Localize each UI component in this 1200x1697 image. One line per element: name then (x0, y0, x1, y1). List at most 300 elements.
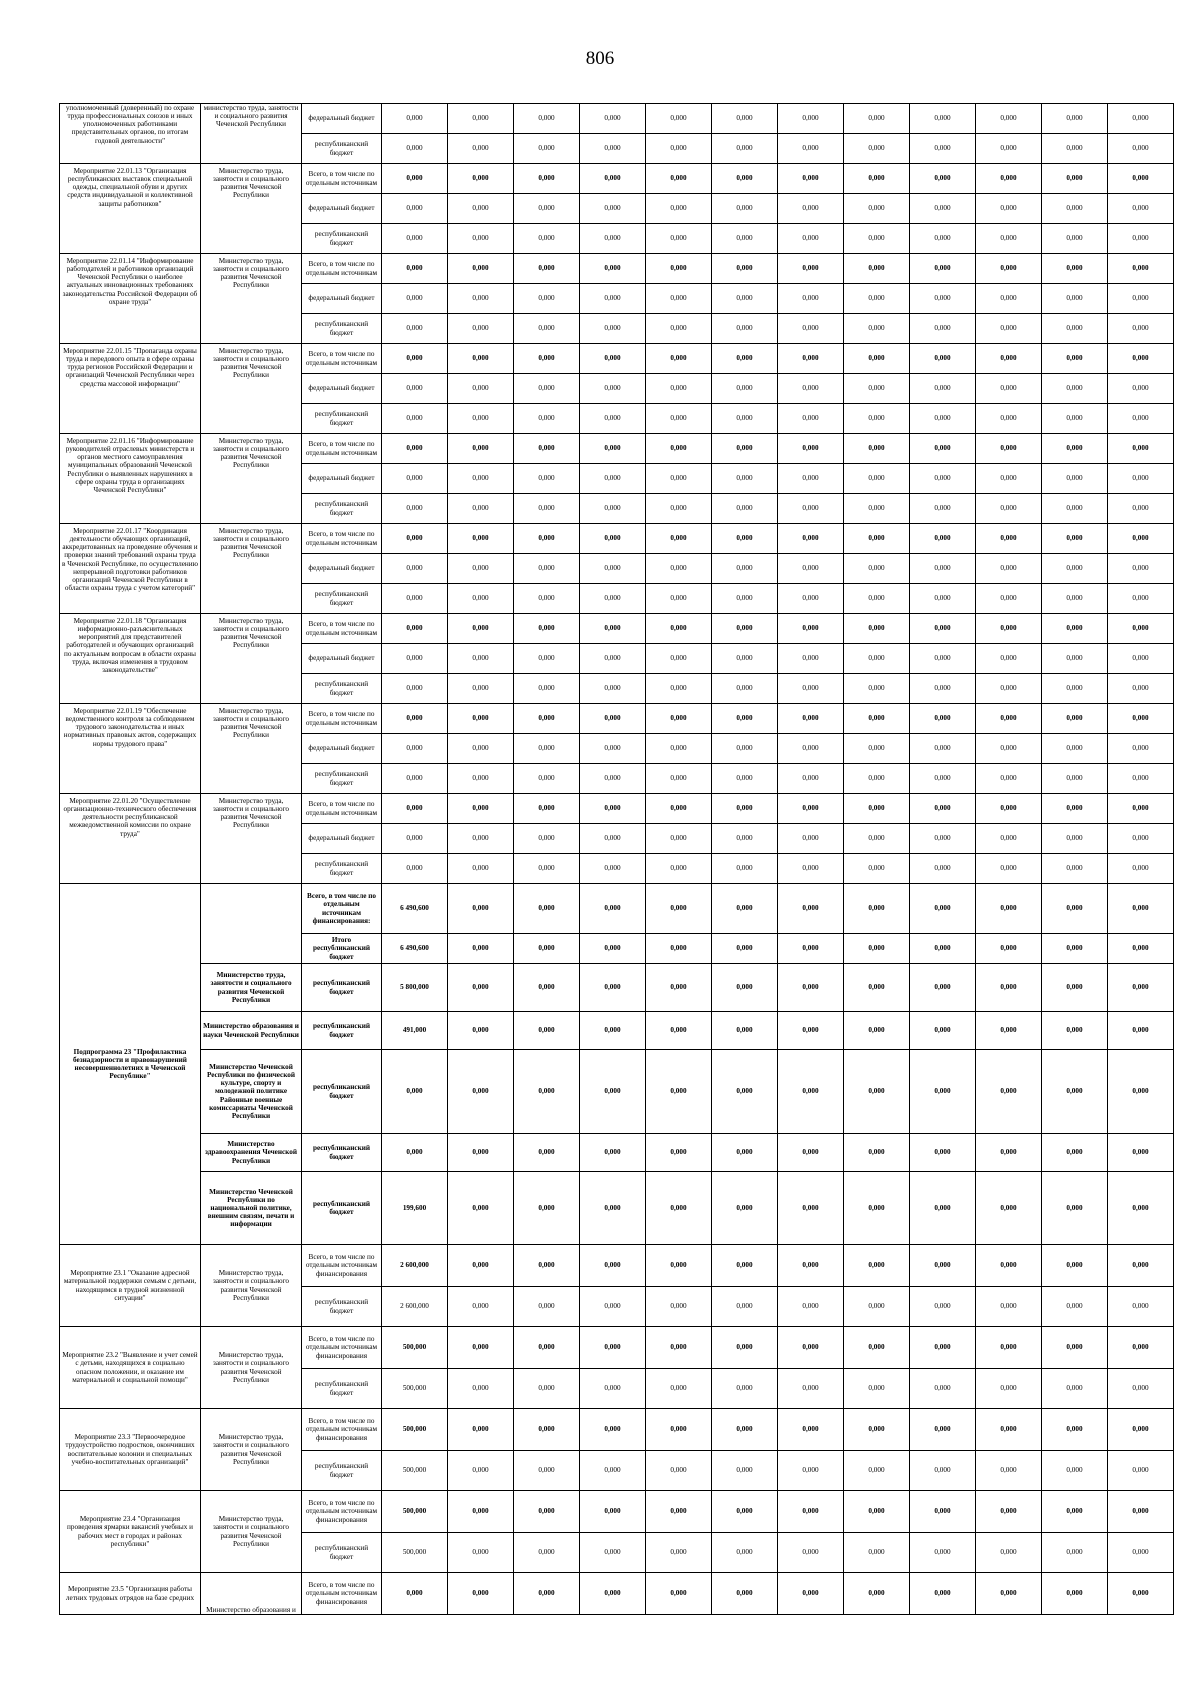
funding-source: республиканский бюджет (302, 1012, 382, 1050)
value-cell: 0,000 (976, 1050, 1042, 1134)
value-cell: 0,000 (448, 1533, 514, 1573)
value-cell: 0,000 (778, 1573, 844, 1615)
value-cell: 0,000 (778, 1533, 844, 1573)
value-cell: 0,000 (382, 134, 448, 164)
value-cell: 0,000 (844, 964, 910, 1012)
value-cell: 0,000 (976, 614, 1042, 644)
responsible-executor: министерство труда, занятости и социального развития Чеченской Республики (201, 104, 302, 164)
activity-description: Мероприятие 23.1 "Оказание адресной материальной поддержки семьям с детьми, находящимся в трудной жизненной ситуации" (60, 1245, 201, 1327)
value-cell: 0,000 (1108, 1451, 1174, 1491)
value-cell: 0,000 (712, 284, 778, 314)
value-cell: 0,000 (646, 1533, 712, 1573)
value-cell: 0,000 (910, 824, 976, 854)
value-cell: 0,000 (1042, 854, 1108, 884)
value-cell: 0,000 (712, 794, 778, 824)
value-cell: 0,000 (976, 1134, 1042, 1172)
value-cell: 0,000 (712, 1287, 778, 1327)
value-cell: 0,000 (448, 794, 514, 824)
value-cell: 0,000 (1108, 964, 1174, 1012)
value-cell: 0,000 (1042, 674, 1108, 704)
value-cell: 0,000 (1108, 794, 1174, 824)
value-cell: 0,000 (580, 104, 646, 134)
value-cell: 0,000 (976, 464, 1042, 494)
value-cell: 0,000 (712, 104, 778, 134)
value-cell: 0,000 (1108, 674, 1174, 704)
value-cell: 0,000 (382, 194, 448, 224)
funding-source: республиканский бюджет (302, 1533, 382, 1573)
value-cell: 0,000 (580, 764, 646, 794)
value-cell: 0,000 (580, 284, 646, 314)
value-cell: 0,000 (580, 164, 646, 194)
value-cell: 0,000 (448, 464, 514, 494)
responsible-executor: Министерство труда, занятости и социального развития Чеченской Республики (201, 434, 302, 524)
value-cell: 0,000 (646, 884, 712, 934)
value-cell: 0,000 (382, 494, 448, 524)
value-cell: 0,000 (1108, 614, 1174, 644)
value-cell: 0,000 (910, 1491, 976, 1533)
value-cell: 0,000 (976, 134, 1042, 164)
value-cell: 0,000 (778, 614, 844, 644)
value-cell: 0,000 (580, 494, 646, 524)
funding-source: федеральный бюджет (302, 194, 382, 224)
value-cell: 0,000 (712, 1491, 778, 1533)
value-cell: 0,000 (910, 494, 976, 524)
value-cell: 0,000 (646, 524, 712, 554)
value-cell: 0,000 (1042, 644, 1108, 674)
value-cell: 0,000 (910, 1134, 976, 1172)
value-cell: 0,000 (712, 764, 778, 794)
value-cell: 0,000 (976, 794, 1042, 824)
value-cell: 0,000 (448, 134, 514, 164)
value-cell: 0,000 (976, 1533, 1042, 1573)
value-cell: 0,000 (580, 404, 646, 434)
funding-source: федеральный бюджет (302, 104, 382, 134)
value-cell: 0,000 (844, 614, 910, 644)
table-row (60, 434, 1174, 464)
value-cell: 0,000 (910, 1172, 976, 1245)
value-cell: 0,000 (448, 554, 514, 584)
value-cell: 0,000 (1042, 1369, 1108, 1409)
value-cell: 0,000 (580, 1012, 646, 1050)
value-cell: 0,000 (976, 764, 1042, 794)
funding-source: республиканский бюджет (302, 494, 382, 524)
value-cell: 0,000 (514, 494, 580, 524)
value-cell: 0,000 (580, 1287, 646, 1327)
value-cell: 0,000 (778, 734, 844, 764)
value-cell: 0,000 (910, 614, 976, 644)
value-cell: 0,000 (1042, 1012, 1108, 1050)
value-cell: 0,000 (448, 1409, 514, 1451)
value-cell: 0,000 (712, 674, 778, 704)
value-cell: 0,000 (580, 674, 646, 704)
responsible-executor: Министерство здравоохранения Чеченской Республики (201, 1134, 302, 1172)
value-cell: 0,000 (712, 314, 778, 344)
value-cell: 0,000 (1108, 284, 1174, 314)
value-cell: 0,000 (448, 884, 514, 934)
value-cell: 0,000 (910, 224, 976, 254)
funding-source: Всего, в том числе по отдельным источникам (302, 704, 382, 734)
value-cell: 0,000 (514, 1451, 580, 1491)
value-cell: 0,000 (1042, 434, 1108, 464)
value-cell: 0,000 (778, 1012, 844, 1050)
value-cell: 0,000 (778, 494, 844, 524)
value-cell: 0,000 (382, 794, 448, 824)
value-cell: 0,000 (448, 404, 514, 434)
value-cell: 0,000 (580, 584, 646, 614)
value-cell: 0,000 (712, 1012, 778, 1050)
value-cell: 0,000 (514, 344, 580, 374)
value-cell: 0,000 (382, 104, 448, 134)
value-cell: 0,000 (514, 1012, 580, 1050)
value-cell: 0,000 (382, 824, 448, 854)
value-cell: 0,000 (514, 464, 580, 494)
value-cell: 0,000 (646, 584, 712, 614)
value-cell: 0,000 (1042, 734, 1108, 764)
funding-source: федеральный бюджет (302, 644, 382, 674)
value-cell: 0,000 (844, 1245, 910, 1287)
value-cell: 0,000 (844, 884, 910, 934)
value-cell: 0,000 (778, 934, 844, 964)
value-cell: 0,000 (910, 194, 976, 224)
table-row (60, 344, 1174, 374)
value-cell: 0,000 (844, 794, 910, 824)
value-cell: 0,000 (448, 1451, 514, 1491)
value-cell: 0,000 (976, 494, 1042, 524)
responsible-executor: Министерство труда, занятости и социального развития Чеченской Республики (201, 1491, 302, 1573)
value-cell: 0,000 (712, 434, 778, 464)
value-cell: 0,000 (646, 1451, 712, 1491)
funding-source: республиканский бюджет (302, 1451, 382, 1491)
value-cell: 0,000 (646, 374, 712, 404)
responsible-executor: Министерство труда, занятости и социального развития Чеченской Республики (201, 704, 302, 794)
value-cell: 0,000 (778, 1409, 844, 1451)
value-cell: 0,000 (1108, 934, 1174, 964)
table-row (60, 1245, 1174, 1287)
value-cell: 0,000 (1108, 224, 1174, 254)
value-cell: 0,000 (778, 134, 844, 164)
value-cell: 0,000 (1108, 1172, 1174, 1245)
value-cell: 0,000 (448, 344, 514, 374)
value-cell: 0,000 (580, 964, 646, 1012)
value-cell: 0,000 (448, 704, 514, 734)
value-cell: 0,000 (844, 164, 910, 194)
value-cell: 0,000 (712, 524, 778, 554)
value-cell: 0,000 (844, 824, 910, 854)
value-cell: 0,000 (514, 1287, 580, 1327)
value-cell: 0,000 (910, 344, 976, 374)
value-cell: 500,000 (382, 1327, 448, 1369)
value-cell: 0,000 (778, 794, 844, 824)
value-cell: 0,000 (1042, 584, 1108, 614)
funding-source: республиканский бюджет (302, 1369, 382, 1409)
value-cell: 0,000 (976, 884, 1042, 934)
value-cell: 0,000 (778, 1287, 844, 1327)
value-cell: 0,000 (844, 1172, 910, 1245)
value-cell: 0,000 (844, 1491, 910, 1533)
funding-source: республиканский бюджет (302, 1134, 382, 1172)
value-cell: 0,000 (712, 164, 778, 194)
funding-source: Всего, в том числе по отдельным источникам (302, 164, 382, 194)
activity-description: Мероприятие 22.01.17 "Координация деятельности обучающих организаций, аккредитованных на проведение обучения и проверки знаний требований охраны труда в Чеченской Республике, по осуществлению непрерывной подготовки работников организаций Чеченской Республики в области охраны труда с учетом категорий" (60, 524, 201, 614)
value-cell: 0,000 (778, 964, 844, 1012)
value-cell: 0,000 (1042, 314, 1108, 344)
value-cell: 0,000 (1042, 164, 1108, 194)
value-cell: 0,000 (580, 854, 646, 884)
value-cell: 0,000 (844, 1287, 910, 1327)
value-cell: 6 490,600 (382, 884, 448, 934)
value-cell: 0,000 (844, 344, 910, 374)
value-cell: 0,000 (976, 644, 1042, 674)
value-cell: 0,000 (448, 824, 514, 854)
value-cell: 0,000 (712, 934, 778, 964)
value-cell: 0,000 (514, 734, 580, 764)
value-cell: 491,000 (382, 1012, 448, 1050)
value-cell: 0,000 (910, 1533, 976, 1573)
value-cell: 199,600 (382, 1172, 448, 1245)
value-cell: 0,000 (382, 1134, 448, 1172)
value-cell: 0,000 (514, 1134, 580, 1172)
value-cell: 0,000 (712, 494, 778, 524)
value-cell: 0,000 (712, 704, 778, 734)
responsible-executor: Министерство Чеченской Республики по физической культуре, спорту и молодежной политике Районные военные комиссариаты Чеченской Республики (201, 1050, 302, 1134)
value-cell: 0,000 (976, 314, 1042, 344)
value-cell: 0,000 (1108, 254, 1174, 284)
value-cell: 0,000 (1042, 1245, 1108, 1287)
value-cell: 500,000 (382, 1491, 448, 1533)
value-cell: 0,000 (910, 1573, 976, 1615)
value-cell: 0,000 (712, 1245, 778, 1287)
value-cell: 0,000 (448, 1287, 514, 1327)
value-cell: 0,000 (514, 764, 580, 794)
value-cell: 0,000 (976, 1245, 1042, 1287)
funding-source: Всего, в том числе по отдельным источникам (302, 524, 382, 554)
value-cell: 0,000 (382, 464, 448, 494)
responsible-executor: Министерство труда, занятости и социального развития Чеченской Республики (201, 254, 302, 344)
value-cell: 0,000 (910, 704, 976, 734)
value-cell: 0,000 (910, 1409, 976, 1451)
value-cell: 0,000 (382, 554, 448, 584)
value-cell: 0,000 (712, 734, 778, 764)
value-cell: 0,000 (1108, 1012, 1174, 1050)
value-cell: 0,000 (778, 1050, 844, 1134)
value-cell: 0,000 (646, 1134, 712, 1172)
value-cell: 0,000 (1108, 434, 1174, 464)
value-cell: 0,000 (1108, 1491, 1174, 1533)
value-cell: 0,000 (976, 964, 1042, 1012)
value-cell: 0,000 (448, 254, 514, 284)
value-cell: 0,000 (646, 464, 712, 494)
value-cell: 500,000 (382, 1533, 448, 1573)
value-cell: 0,000 (448, 1050, 514, 1134)
value-cell: 0,000 (514, 104, 580, 134)
value-cell: 0,000 (1042, 1491, 1108, 1533)
value-cell: 0,000 (1042, 374, 1108, 404)
value-cell: 0,000 (1108, 194, 1174, 224)
value-cell: 0,000 (910, 884, 976, 934)
funding-source: республиканский бюджет (302, 404, 382, 434)
value-cell: 0,000 (646, 734, 712, 764)
value-cell: 0,000 (514, 1491, 580, 1533)
value-cell: 0,000 (1042, 134, 1108, 164)
funding-source: республиканский бюджет (302, 1050, 382, 1134)
funding-source: Всего, в том числе по отдельным источникам финансирования (302, 1409, 382, 1451)
value-cell: 0,000 (778, 374, 844, 404)
value-cell: 0,000 (1108, 524, 1174, 554)
value-cell: 0,000 (1108, 1533, 1174, 1573)
value-cell: 0,000 (580, 374, 646, 404)
value-cell: 0,000 (844, 1050, 910, 1134)
funding-source: республиканский бюджет (302, 1287, 382, 1327)
funding-source: республиканский бюджет (302, 134, 382, 164)
value-cell: 0,000 (844, 314, 910, 344)
value-cell: 0,000 (910, 464, 976, 494)
value-cell: 0,000 (514, 1050, 580, 1134)
funding-source: Всего, в том числе по отдельным источникам финансирования (302, 1245, 382, 1287)
value-cell: 0,000 (580, 884, 646, 934)
value-cell: 0,000 (844, 1409, 910, 1451)
value-cell: 0,000 (382, 674, 448, 704)
value-cell: 0,000 (514, 134, 580, 164)
value-cell: 0,000 (1042, 1533, 1108, 1573)
value-cell: 0,000 (976, 164, 1042, 194)
value-cell: 0,000 (448, 584, 514, 614)
value-cell: 0,000 (646, 314, 712, 344)
value-cell: 0,000 (976, 584, 1042, 614)
value-cell: 0,000 (778, 584, 844, 614)
table-row (60, 524, 1174, 554)
value-cell: 0,000 (778, 284, 844, 314)
value-cell: 0,000 (448, 854, 514, 884)
value-cell: 0,000 (976, 1491, 1042, 1533)
value-cell: 0,000 (646, 1491, 712, 1533)
value-cell: 0,000 (646, 1327, 712, 1369)
value-cell: 0,000 (580, 1327, 646, 1369)
value-cell: 0,000 (514, 554, 580, 584)
value-cell: 0,000 (778, 104, 844, 134)
value-cell: 0,000 (910, 524, 976, 554)
value-cell: 0,000 (910, 164, 976, 194)
value-cell: 0,000 (976, 254, 1042, 284)
value-cell: 0,000 (514, 1533, 580, 1573)
value-cell: 0,000 (1108, 374, 1174, 404)
value-cell: 0,000 (514, 284, 580, 314)
value-cell: 0,000 (1042, 1134, 1108, 1172)
value-cell: 0,000 (844, 1573, 910, 1615)
value-cell: 0,000 (1108, 344, 1174, 374)
funding-source: Итого республиканский бюджет (302, 934, 382, 964)
table-row (60, 1172, 1174, 1245)
funding-source: Всего, в том числе по отдельным источникам (302, 434, 382, 464)
value-cell: 0,000 (778, 1491, 844, 1533)
value-cell: 0,000 (448, 314, 514, 344)
value-cell: 0,000 (910, 1327, 976, 1369)
value-cell: 0,000 (514, 884, 580, 934)
value-cell: 0,000 (976, 854, 1042, 884)
responsible-executor: Министерство труда, занятости и социального развития Чеченской Республики (201, 964, 302, 1012)
responsible-executor: Министерство труда, занятости и социального развития Чеченской Республики (201, 164, 302, 254)
value-cell: 0,000 (1108, 494, 1174, 524)
value-cell: 0,000 (778, 644, 844, 674)
value-cell: 0,000 (1042, 404, 1108, 434)
value-cell: 0,000 (580, 1533, 646, 1573)
value-cell: 0,000 (1042, 1573, 1108, 1615)
value-cell: 0,000 (712, 854, 778, 884)
value-cell: 0,000 (844, 764, 910, 794)
value-cell: 500,000 (382, 1369, 448, 1409)
table-row (60, 254, 1174, 284)
value-cell: 6 490,600 (382, 934, 448, 964)
table-row (60, 1012, 1174, 1050)
value-cell: 0,000 (1108, 704, 1174, 734)
value-cell: 0,000 (646, 254, 712, 284)
funding-source: Всего, в том числе по отдельным источникам (302, 344, 382, 374)
responsible-executor: Министерство образования и науки Чеченской Республики (201, 1012, 302, 1050)
value-cell: 0,000 (382, 254, 448, 284)
funding-source: Всего, в том числе по отдельным источникам (302, 254, 382, 284)
value-cell: 0,000 (646, 404, 712, 434)
value-cell: 0,000 (448, 934, 514, 964)
value-cell: 0,000 (580, 734, 646, 764)
value-cell: 0,000 (646, 1245, 712, 1287)
value-cell: 0,000 (844, 194, 910, 224)
value-cell: 0,000 (910, 584, 976, 614)
value-cell: 0,000 (580, 1409, 646, 1451)
value-cell: 0,000 (976, 524, 1042, 554)
value-cell: 0,000 (382, 1050, 448, 1134)
value-cell: 0,000 (844, 494, 910, 524)
value-cell: 0,000 (910, 644, 976, 674)
table-row (60, 614, 1174, 644)
value-cell: 0,000 (844, 1451, 910, 1491)
value-cell: 0,000 (1108, 1327, 1174, 1369)
value-cell: 0,000 (976, 344, 1042, 374)
value-cell: 0,000 (580, 224, 646, 254)
value-cell: 0,000 (514, 584, 580, 614)
value-cell: 0,000 (910, 104, 976, 134)
value-cell: 0,000 (712, 584, 778, 614)
value-cell: 0,000 (580, 934, 646, 964)
value-cell: 0,000 (514, 704, 580, 734)
value-cell: 0,000 (910, 1287, 976, 1327)
value-cell: 0,000 (646, 674, 712, 704)
funding-source: республиканский бюджет (302, 314, 382, 344)
value-cell: 0,000 (976, 1409, 1042, 1451)
value-cell: 0,000 (1108, 854, 1174, 884)
value-cell: 0,000 (844, 704, 910, 734)
value-cell: 0,000 (448, 164, 514, 194)
value-cell: 0,000 (514, 224, 580, 254)
value-cell: 0,000 (1108, 734, 1174, 764)
value-cell: 0,000 (976, 674, 1042, 704)
table-row (60, 1327, 1174, 1369)
table-row (60, 164, 1174, 194)
value-cell: 0,000 (844, 404, 910, 434)
value-cell: 0,000 (910, 964, 976, 1012)
value-cell: 0,000 (646, 1287, 712, 1327)
value-cell: 0,000 (910, 284, 976, 314)
funding-source: федеральный бюджет (302, 734, 382, 764)
value-cell: 0,000 (1042, 1172, 1108, 1245)
value-cell: 0,000 (646, 934, 712, 964)
table-row (60, 104, 1174, 134)
table-row (60, 1573, 1174, 1615)
value-cell: 0,000 (1042, 254, 1108, 284)
value-cell: 0,000 (778, 554, 844, 584)
value-cell: 0,000 (976, 434, 1042, 464)
value-cell: 0,000 (778, 884, 844, 934)
value-cell: 0,000 (448, 1245, 514, 1287)
value-cell: 0,000 (844, 584, 910, 614)
